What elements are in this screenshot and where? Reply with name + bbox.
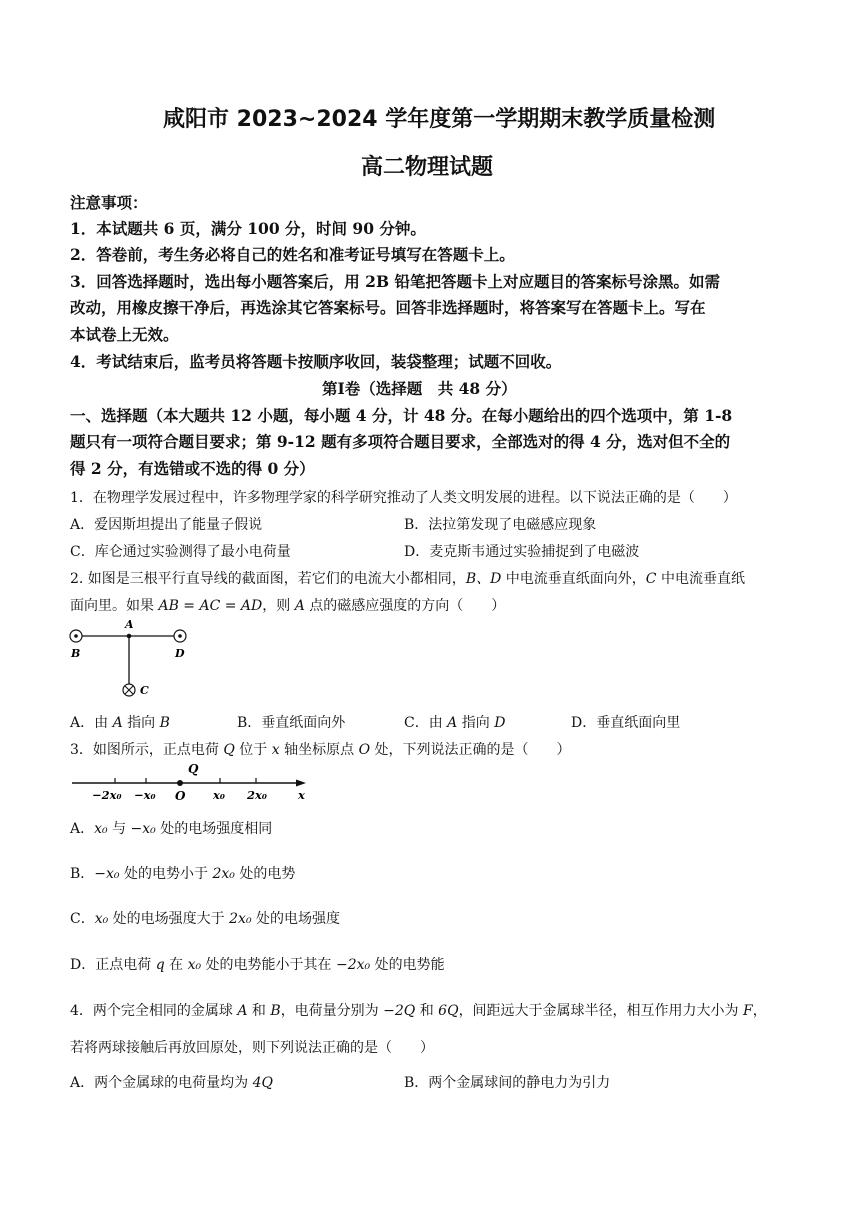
section-instructions: 得 2 分，有选错或不选的得 0 分）: [70, 459, 315, 478]
q4-option-b: B．两个金属球间的静电力为引力: [404, 1075, 611, 1091]
label-a: A: [125, 618, 134, 631]
page-title: 咸阳市 2023~2024 学年度第一学期期末教学质量检测: [163, 107, 716, 132]
q3-option-c: C．x₀ 处的电场强度大于 2x₀ 处的电场强度: [70, 911, 341, 927]
notice-item: 改动，用橡皮擦干净后，再选涂其它答案标号。回答非选择题时，将答案写在答题卡上。写在: [70, 298, 706, 317]
axis-label: x: [298, 788, 305, 802]
label-d: D: [175, 647, 185, 660]
q3-option-d: D．正点电荷 q 在 x₀ 处的电势能小于其在 −2x₀ 处的电势能: [70, 957, 445, 973]
q4-option-a: A．两个金属球的电荷量均为 4Q: [70, 1075, 273, 1091]
q1-option-c: C．库仑通过实验测得了最小电荷量: [70, 544, 291, 560]
notice-heading: 注意事项：: [70, 193, 148, 212]
q2-stem-line1: 2. 如图是三根平行直导线的截面图，若它们的电流大小都相同，B、D 中电流垂直纸面向外，C 中电流垂直纸: [70, 571, 745, 587]
section-instructions: 题只有一项符合题目要求；第 9-12 题有多项符合题目要求，全部选对的得 4 分，选对但不全的: [70, 432, 731, 451]
q3-option-a: A．x₀ 与 −x₀ 处的电场强度相同: [70, 821, 273, 837]
q2-wire-diagram: [60, 615, 210, 705]
tick-label: −2x₀: [92, 788, 122, 802]
origin-label: O: [175, 789, 186, 802]
q2-stem-line2: 面向里。如果 AB = AC = AD，则 A 点的磁感应强度的方向（ ）: [70, 598, 506, 614]
charge-q-icon: [177, 780, 183, 786]
page-subtitle: 高二物理试题: [361, 155, 494, 180]
label-c: C: [140, 684, 149, 697]
notice-item: 4．考试结束后，监考员将答题卡按顺序收回，装袋整理；试题不回收。: [70, 352, 562, 371]
section-instructions: 一、选择题（本大题共 12 小题，每小题 4 分，计 48 分。在每小题给出的四个选项中，第 1-8: [70, 406, 733, 425]
q1-option-d: D．麦克斯韦通过实验捕捉到了电磁波: [404, 544, 640, 560]
notice-item: 3．回答选择题时，选出每小题答案后，用 2B 铅笔把答题卡上对应题目的答案标号涂黑。如需: [70, 272, 720, 291]
part-heading: 第Ⅰ卷（选择题 共 48 分）: [322, 379, 517, 398]
q2-option-d: D．垂直纸面向里: [571, 715, 681, 731]
point-a: [127, 634, 132, 639]
label-b: B: [71, 647, 81, 660]
q1-stem: 1．在物理学发展过程中，许多物理学家的科学研究推动了人类文明发展的进程。以下说法正确的是（ ）: [70, 490, 737, 506]
q3-stem: 3．如图所示，正点电荷 Q 位于 x 轴坐标原点 O 处，下列说法正确的是（ ）: [70, 742, 571, 758]
q4-stem-line2: 若将两球接触后再放回原处，则下列说法正确的是（ ）: [70, 1040, 434, 1056]
tick-label: 2x₀: [247, 788, 267, 802]
tick-label: −x₀: [134, 788, 156, 802]
notice-item: 2．答卷前，考生务必将自己的姓名和准考证号填写在答题卡上。: [70, 245, 515, 264]
q4-stem-line1: 4．两个完全相同的金属球 A 和 B，电荷量分别为 −2Q 和 6Q，间距远大于金属球半径，相互作用力大小为 F，: [70, 1003, 767, 1019]
notice-item: 1．本试题共 6 页，满分 100 分，时间 90 分钟。: [70, 219, 426, 238]
notice-item: 本试卷上无效。: [70, 325, 179, 344]
q3-option-b: B．−x₀ 处的电势小于 2x₀ 处的电势: [70, 866, 296, 882]
q2-option-b: B．垂直纸面向外: [237, 715, 346, 731]
q1-option-a: A．爱因斯坦提出了能量子假说: [70, 517, 263, 533]
label-q: Q: [188, 762, 199, 776]
q1-option-b: B．法拉第发现了电磁感应现象: [404, 517, 597, 533]
tick-label: x₀: [213, 788, 225, 802]
q3-x-axis-diagram: [60, 760, 320, 802]
q2-option-c: C．由 A 指向 D: [404, 715, 506, 731]
q2-option-a: A．由 A 指向 B: [70, 715, 170, 731]
